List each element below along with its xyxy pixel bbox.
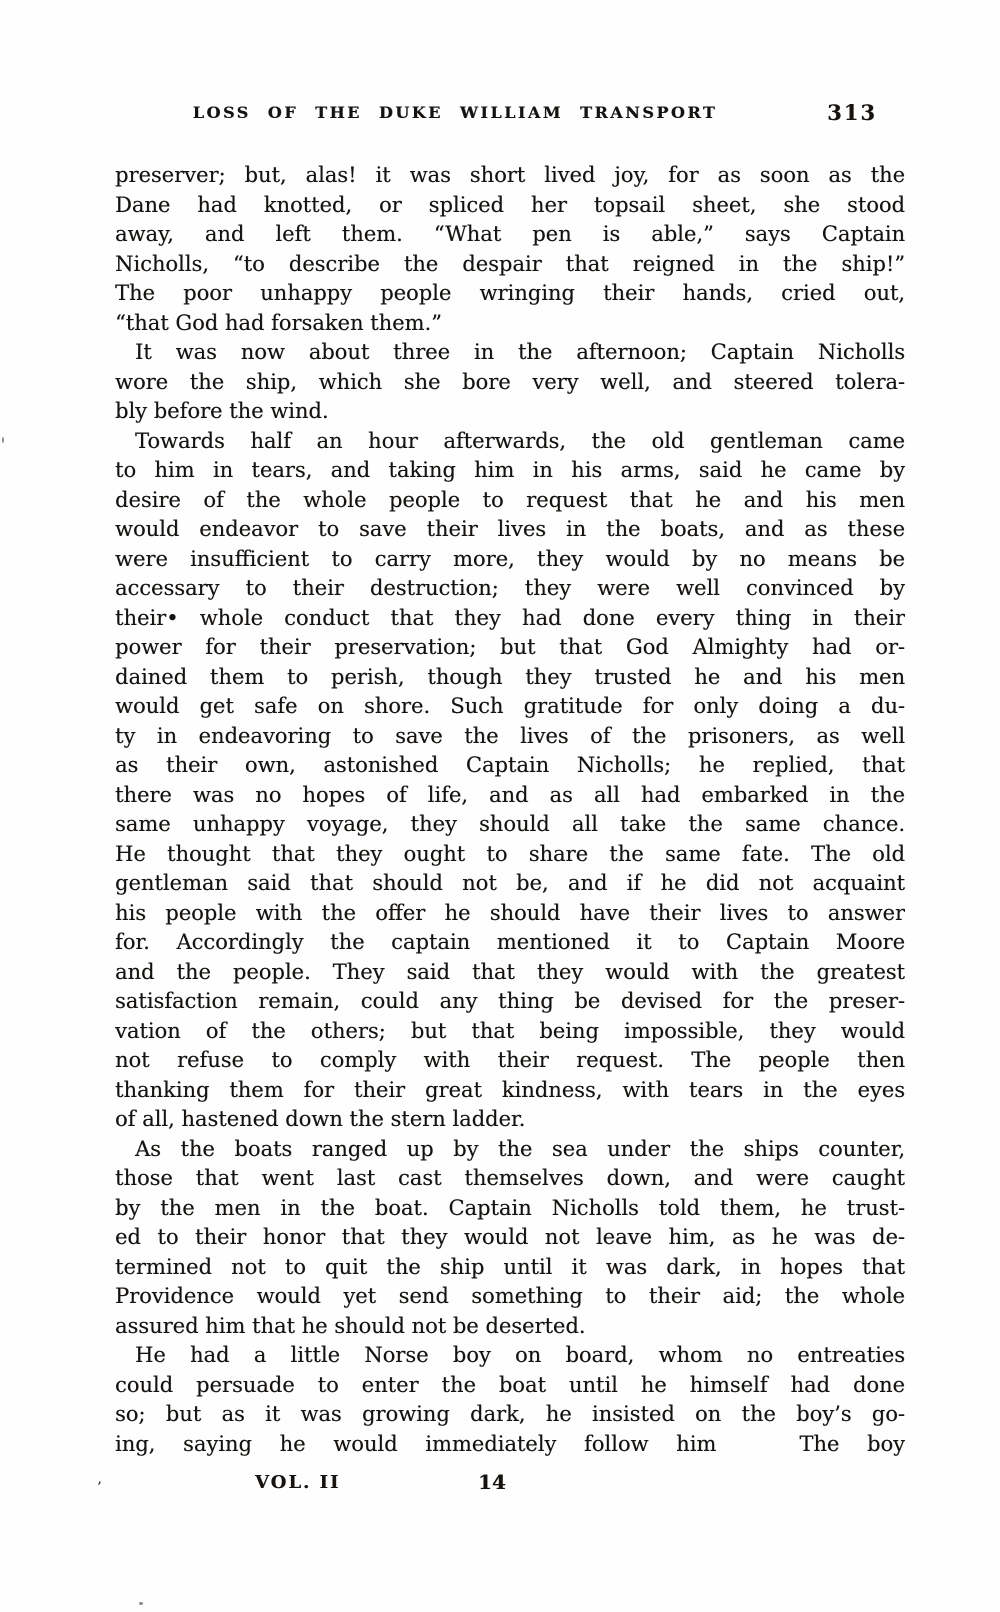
text-line: ed to their honor that they would not leave him, as he was de- (115, 1225, 905, 1249)
text-line: to him in tears, and taking him in his arms, said he came by (115, 458, 905, 482)
volume-label: VOL. II (255, 1472, 341, 1493)
text-line: Nicholls, “to describe the despair that reigned in the ship!” (115, 251, 905, 276)
page-body (115, 161, 905, 1459)
text-line: same unhappy voyage, they should all take the same chance. (115, 812, 905, 836)
text-line: gentleman said that should not be, and if he did not acquaint (115, 871, 905, 895)
text-line: accessary to their destruction; they were well convinced by (115, 576, 905, 600)
text-line: He thought that they ought to share the same fate. The old (115, 841, 905, 866)
running-header (115, 100, 905, 129)
text-line: for. Accordingly the captain mentioned it to Captain Moore (115, 930, 905, 954)
text-line: so; but as it was growing dark, he insisted on the boy’s go- (115, 1402, 905, 1426)
paragraph (115, 338, 905, 427)
paragraphs (115, 161, 905, 1459)
text-line: of all, hastened down the stern ladder. (115, 1107, 526, 1131)
text-line: those that went last cast themselves down, and were caught (115, 1166, 905, 1190)
text-line: ing, saying he would immediately follow him The boy (115, 1431, 905, 1456)
text-line: would endeavor to save their lives in the boats, and as these (115, 517, 905, 541)
text-line: not refuse to comply with their request. The people then (115, 1048, 905, 1072)
signature-mark: 14 (478, 1470, 506, 1494)
text-line: and the people. They said that they would with the greatest (115, 959, 905, 984)
text-line: there was no hopes of life, and as all had embarked in the (115, 782, 905, 807)
text-line: vation of the others; but that being impossible, they would (115, 1018, 905, 1043)
text-line: could persuade to enter the boat until he himself had done (115, 1372, 905, 1397)
text-line: Dane had knotted, or spliced her topsail sheet, she stood (115, 192, 905, 217)
text-line: Towards half an hour afterwards, the old gentleman came (135, 428, 905, 453)
scan-stray-mark: ’ (97, 1480, 102, 1496)
text-line: desire of the whole people to request that he and his men (115, 487, 905, 512)
text-line: power for their preservation; but that God Almighty had or- (115, 635, 905, 659)
text-line: preserver; but, alas! it was short lived joy, for as soon as the (115, 163, 905, 187)
text-line: by the men in the boat. Captain Nicholls told them, he trust- (115, 1195, 905, 1220)
text-line: dained them to perish, though they trusted he and his men (115, 664, 905, 689)
text-line: The poor unhappy people wringing their hands, cried out, (115, 281, 905, 305)
scan-speck (139, 1602, 143, 1605)
paragraph (115, 1135, 905, 1342)
text-line: He had a little Norse boy on board, whom no entreaties (135, 1343, 905, 1367)
page-number: 313 (827, 100, 877, 125)
page-title: LOSS OF THE DUKE WILLIAM TRANSPORT (192, 103, 718, 122)
text-line: their• whole conduct that they had done every thing in their (115, 605, 905, 630)
text-line: wore the ship, which she bore very well, and steered tolera- (115, 369, 905, 394)
paragraph (115, 427, 905, 1135)
text-line: bly before the wind. (115, 399, 329, 423)
text-line: As the boats ranged up by the sea under the ships counter, (135, 1136, 905, 1161)
text-line: satisfaction remain, could any thing be devised for the preser- (115, 989, 905, 1013)
paragraph (115, 1341, 905, 1459)
scan-speck (2, 437, 4, 443)
text-line: Providence would yet send something to their aid; the whole (115, 1284, 905, 1308)
text-line: ty in endeavoring to save the lives of the prisoners, as well (115, 723, 905, 748)
text-line: would get safe on shore. Such gratitude for only doing a du- (115, 694, 905, 718)
text-line: It was now about three in the afternoon; Captain Nicholls (135, 340, 905, 364)
text-line: as their own, astonished Captain Nicholls; he replied, that (115, 753, 905, 777)
text-line: thanking them for their great kindness, with tears in the eyes (115, 1077, 905, 1102)
text-line: “that God had forsaken them.” (115, 310, 442, 335)
paragraph (115, 161, 905, 338)
text-line: were insufficient to carry more, they would by no means be (115, 546, 905, 571)
text-line: away, and left them. “What pen is able,” says Captain (115, 222, 905, 246)
page-footer (97, 1470, 905, 1502)
text-line: termined not to quit the ship until it was dark, in hopes that (115, 1254, 905, 1279)
text-line: assured him that he should not be deserted. (115, 1313, 586, 1338)
text-line: his people with the offer he should have their lives to answer (115, 900, 905, 925)
